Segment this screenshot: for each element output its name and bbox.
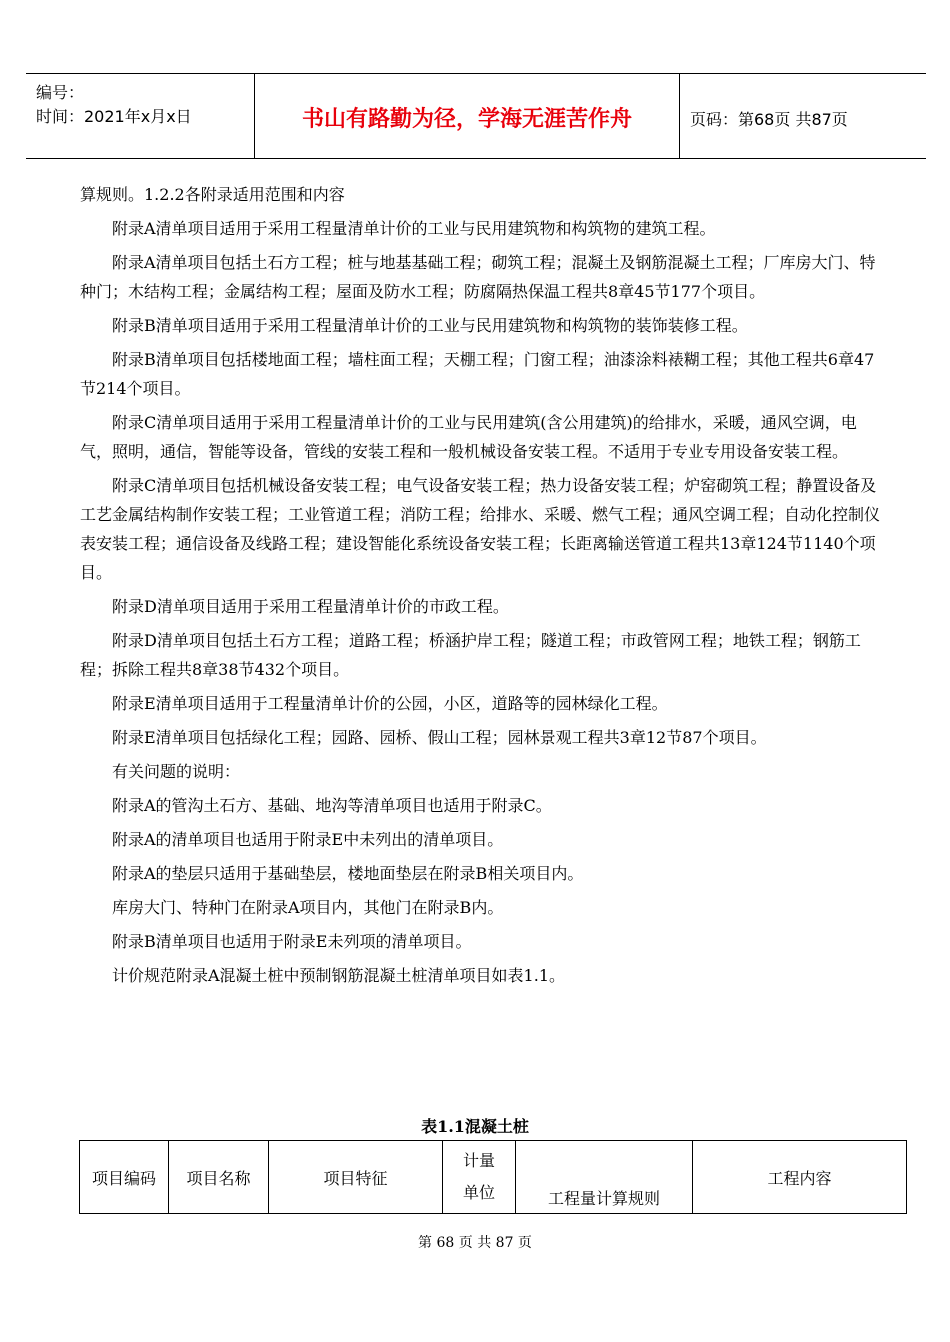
page-header [26, 73, 926, 159]
col-unit [443, 1141, 516, 1214]
paragraph: 附录E清单项目适用于工程量清单计价的公园，小区，道路等的园林绿化工程。 [112, 694, 668, 713]
paragraph: 附录A的清单项目也适用于附录E中未列出的清单项目。 [112, 830, 504, 849]
paragraph: 库房大门、特种门在附录A项目内，其他门在附录B内。 [112, 898, 504, 917]
time-line: 时间：2021年x月x日 [36, 107, 192, 126]
paragraph: 附录C清单项目包括机械设备安装工程；电气设备安装工程；热力设备安装工程；炉窑砌筑工程；静置设备及工艺金属结构制作安装工程；工业管道工程；消防工程；给排水、采暖、燃气工程；通风空调工程；自动化控制仪表安装工程；通信设备及线路工程；建设智能化系统设备安装工程；长距离输送管道工程共13章124节1140个项目。 [80, 476, 881, 582]
paragraph: 算规则。1.2.2各附录适用范围和内容 [80, 185, 345, 204]
col-calc-rule: 工程量计算规则 [516, 1141, 693, 1214]
code-label: 编号： [36, 83, 85, 102]
body-text [80, 180, 880, 995]
paragraph: 附录E清单项目包括绿化工程；园路、园桥、假山工程；园林景观工程共3章12节87个项目。 [112, 728, 767, 747]
col-item-code: 项目编码 [80, 1141, 169, 1214]
page-code: 页码：第68页 共87页 [690, 110, 848, 129]
col-item-name: 项目名称 [169, 1141, 269, 1214]
paragraph: 附录D清单项目适用于采用工程量清单计价的市政工程。 [112, 597, 509, 616]
header-motto-cell [255, 74, 680, 158]
paragraph: 附录A清单项目包括土石方工程；桩与地基基础工程；砌筑工程；混凝土及钢筋混凝土工程；厂库房大门、特种门；木结构工程；金属结构工程；屋面及防水工程；防腐隔热保温工程共8章45节177个项目。 [80, 253, 876, 301]
paragraph: 附录B清单项目适用于采用工程量清单计价的工业与民用建筑物和构筑物的装饰装修工程。 [112, 316, 748, 335]
paragraph: 计价规范附录A混凝土桩中预制钢筋混凝土桩清单项目如表1.1。 [112, 966, 566, 985]
paragraph: 附录C清单项目适用于采用工程量清单计价的工业与民用建筑(含公用建筑)的给排水，采暖，通风空调，电气，照明，通信，智能等设备，管线的安装工程和一般机械设备安装工程。不适用于专业专用设备安装工程。 [80, 413, 857, 461]
paragraph: 附录D清单项目包括土石方工程；道路工程；桥涵护岸工程；隧道工程；市政管网工程；地铁工程；钢筋工程；拆除工程共8章38节432个项目。 [80, 631, 861, 679]
col-item-features: 项目特征 [269, 1141, 443, 1214]
pile-table [79, 1140, 907, 1214]
paragraph: 有关问题的说明： [112, 762, 241, 781]
unit-label-2: 单位 [462, 1183, 495, 1202]
paragraph: 附录A的垫层只适用于基础垫层，楼地面垫层在附录B相关项目内。 [112, 864, 584, 883]
table-header-row [80, 1141, 907, 1214]
col-work-content: 工程内容 [693, 1141, 907, 1214]
paragraph: 附录A清单项目适用于采用工程量清单计价的工业与民用建筑物和构筑物的建筑工程。 [112, 219, 716, 238]
paragraph: 附录B清单项目也适用于附录E未列项的清单项目。 [112, 932, 472, 951]
page-footer: 第 68 页 共 87 页 [418, 1235, 532, 1251]
table-caption: 表1.1混凝土桩 [421, 1117, 529, 1136]
paragraph: 附录B清单项目包括楼地面工程；墙柱面工程；天棚工程；门窗工程；油漆涂料裱糊工程；其他工程共6章47节214个项目。 [80, 350, 875, 398]
unit-label-1: 计量 [462, 1151, 495, 1170]
header-page-cell [680, 74, 926, 158]
motto: 书山有路勤为径，学海无涯苦作舟 [301, 107, 632, 132]
paragraph: 附录A的管沟土石方、基础、地沟等清单项目也适用于附录C。 [112, 796, 552, 815]
header-info-cell [26, 74, 255, 158]
